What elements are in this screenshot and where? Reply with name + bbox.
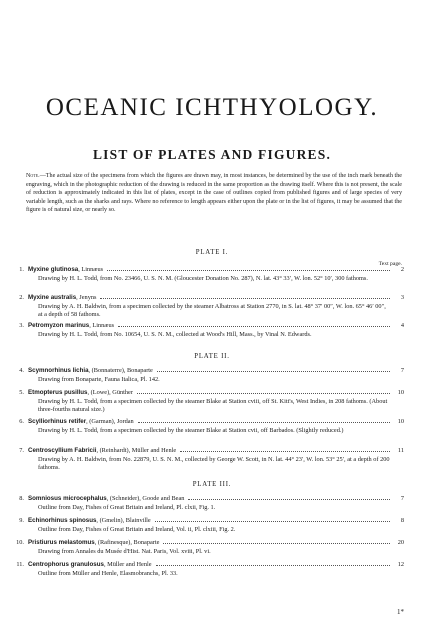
entry-description: Outline from Müller and Henle, Elasmobranchs, Pl. 33. bbox=[38, 569, 178, 577]
species-author: , (Rafinesque), Bonaparte bbox=[94, 539, 160, 546]
species-author: , (Schneider), Goode and Bean bbox=[106, 495, 185, 502]
page-number: 11 bbox=[397, 447, 404, 454]
dot-leader bbox=[157, 370, 390, 372]
page-number: 12 bbox=[397, 561, 404, 568]
page-number: 7 bbox=[400, 495, 404, 502]
list-item bbox=[10, 294, 404, 320]
list-item bbox=[10, 389, 404, 415]
page-number: 8 bbox=[400, 517, 404, 524]
species-name: Pristiurus melastomus bbox=[28, 539, 95, 546]
page-number: 4 bbox=[400, 322, 404, 329]
dot-leader bbox=[155, 520, 390, 522]
dot-leader bbox=[156, 564, 390, 566]
species-author: , (Bonnaterre), Bonaparte bbox=[88, 367, 153, 374]
intro-note bbox=[26, 172, 402, 215]
list-item bbox=[10, 495, 404, 512]
species-author: , (Garman), Jordan bbox=[86, 418, 134, 425]
entry-description: Drawing by H. L. Todd, from a specimen collected by the steamer Blake at Station cvii, off Barbados. (Slightly reduced.) bbox=[38, 426, 344, 434]
dot-leader bbox=[118, 325, 390, 327]
entry-description: Outline from Day, Fishes of Great Britain and Ireland, Vol. ii, Pl. clxiii, Fig. 2. bbox=[38, 525, 236, 533]
entry-description: Drawing from Annales du Musée d'Hist. Nat. Paris, Vol. xviii, Pl. vi. bbox=[38, 547, 211, 555]
entry-description: Drawing by H. L. Todd, from No. 23466, U. S. N. M. (Gloucester Donation No. 287), N. lat. 43° 33′, W. lon. 52° 10′, 300 fathoms. bbox=[38, 274, 368, 282]
species-author: , (Reinhardt), Müller and Henle bbox=[96, 447, 177, 454]
species-name: Petromyzon marinus bbox=[28, 322, 90, 329]
list-item bbox=[10, 539, 404, 556]
entry-number: 2. bbox=[19, 294, 24, 301]
entry-number: 1. bbox=[19, 266, 24, 273]
species-author: , (Gmelin), Blainville bbox=[96, 517, 151, 524]
dot-leader bbox=[137, 392, 390, 394]
list-item bbox=[10, 561, 404, 578]
entry-description: Drawing by H. L. Todd, from a specimen collected by the steamer Blake at Station cviii, off St. Kitt's, West Indies, in 208 fathoms. (About three-fourths natural size.) bbox=[38, 397, 388, 414]
entry-number: 4. bbox=[19, 367, 24, 374]
page-number: 7 bbox=[400, 367, 404, 374]
plate-heading: PLATE III. bbox=[192, 481, 232, 488]
species-name: Myxine australis bbox=[28, 294, 77, 301]
list-item bbox=[10, 322, 404, 339]
species-name: Centrophorus granulosus bbox=[28, 561, 104, 568]
list-item bbox=[10, 447, 404, 473]
page-number: 10 bbox=[397, 389, 404, 396]
entry-description: Drawing by H. L. Todd, from No. 10654, U. S. N. M., collected at Wood's Hill, Mass., by Vinal N. Edwards. bbox=[38, 330, 312, 338]
entry-description: Drawing from Bonaparte, Fauna Italica, Pl. 142. bbox=[38, 375, 160, 383]
species-name: Somniosus microcephalus bbox=[28, 495, 107, 502]
entry-number: 9. bbox=[19, 517, 24, 524]
dot-leader bbox=[163, 542, 390, 544]
list-item bbox=[10, 367, 404, 384]
list-item bbox=[10, 418, 404, 435]
section-title: LIST OF PLATES AND FIGURES. bbox=[92, 147, 332, 162]
species-author: , Jenyns bbox=[76, 294, 97, 301]
entry-number: 6. bbox=[19, 418, 24, 425]
entry-description: Drawing by A. H. Baldwin, from No. 22879, U. S. N. M., collected by George W. Scott, in N. lat. 44° 23′, W. lon. 53° 25′, at a depth of 200 fathoms. bbox=[38, 455, 390, 472]
page-number: 10 bbox=[397, 418, 404, 425]
entry-number: 5. bbox=[19, 389, 24, 396]
plate-heading: PLATE I. bbox=[195, 249, 229, 256]
species-name: Echinorhinus spinosus bbox=[28, 517, 97, 524]
species-author: , Linnæus bbox=[89, 322, 115, 329]
entry-number: 7. bbox=[19, 447, 24, 454]
species-name: Centroscyllium Fabricii bbox=[28, 447, 97, 454]
entry-description: Drawing by A. H. Baldwin, from a specimen collected by the steamer Albatross at Station 2770, in S. lat. 48° 37′ 00″, W. lon. 65° 46′ 00″, at a depth of 58 fathoms. bbox=[38, 302, 386, 319]
page-title: OCEANIC ICHTHYOLOGY. bbox=[45, 94, 379, 121]
entry-number: 3. bbox=[19, 322, 24, 329]
species-name: Myxine glutinosa bbox=[28, 266, 79, 273]
page-number: 2 bbox=[400, 266, 404, 273]
dot-leader bbox=[188, 498, 390, 500]
page-number: 3 bbox=[400, 294, 404, 301]
species-name: Scymnorhinus lichia bbox=[28, 367, 89, 374]
species-author: , (Lowe), Günther bbox=[87, 389, 133, 396]
entry-description: Outline from Day, Fishes of Great Britain and Ireland, Pl. clxii, Fig. 1. bbox=[38, 503, 216, 511]
dot-leader bbox=[100, 297, 390, 299]
list-item bbox=[10, 517, 404, 534]
species-author: , Müller and Henle bbox=[103, 561, 152, 568]
species-name: Etmopterus pusillus bbox=[28, 389, 88, 396]
signature-mark: 1* bbox=[397, 608, 404, 616]
list-item bbox=[10, 266, 404, 283]
species-author: , Linnæus bbox=[78, 266, 104, 273]
dot-leader bbox=[107, 269, 390, 271]
page-number: 20 bbox=[397, 539, 404, 546]
dot-leader bbox=[138, 421, 390, 423]
text-page-label: Text page. bbox=[378, 261, 402, 267]
entry-number: 11. bbox=[16, 561, 24, 568]
note-lead: Note. bbox=[26, 173, 40, 179]
species-name: Scylliorhinus retifer bbox=[28, 418, 87, 425]
entry-number: 8. bbox=[19, 495, 24, 502]
dot-leader bbox=[180, 450, 390, 452]
plate-heading: PLATE II. bbox=[194, 353, 230, 360]
note-text: —The actual size of the specimens from which the figures are drawn may, in most instances, be determined by the use of the inch mark beneath the engraving, which in the photographic reduction of the drawing is reduced in the same proportion as the drawing itself. Where this is not present, the scale of reduction is approximately indicated in this list of plates, except in the case of outlines copied from published figures and of large species of very variable length, such as the sharks and rays. Where no reference to length appears either upon the plate or in the list of figures, it may be assumed that the figure is of natural size, or nearly so. bbox=[26, 173, 402, 214]
entry-number: 10. bbox=[16, 539, 24, 546]
